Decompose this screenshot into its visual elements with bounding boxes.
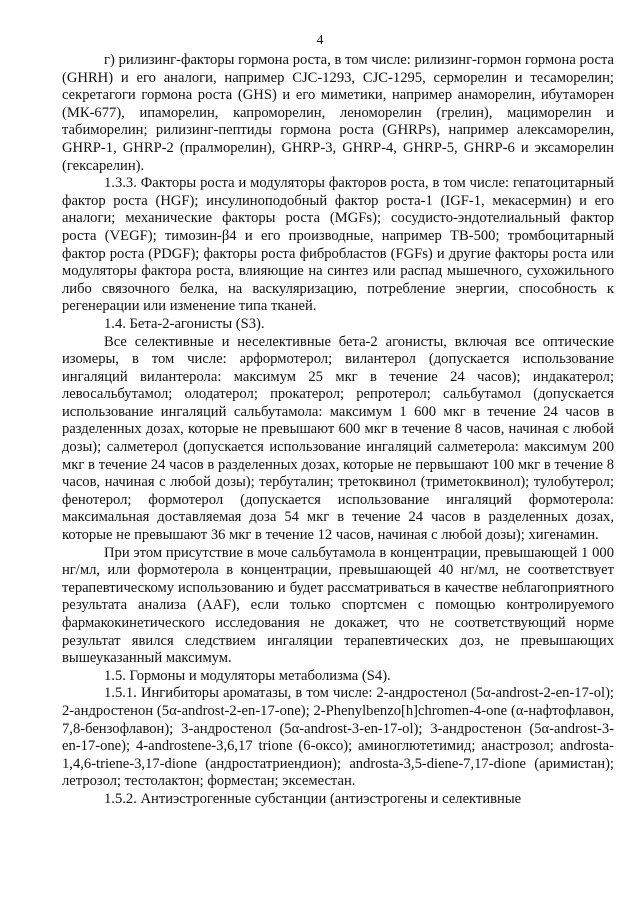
paragraph-aromatase-inhibitors: 1.5.1. Ингибиторы ароматазы, в том числе: 2-андростенол (5α-androst-2-en-17-ol); 2-андростенон (5α-androst-2-en-17-one); 2-Phenylbenzo[h]chromen-4-one (α-нафтофлавон, 7,8-бензофлавон); 3-андростенол (5α-androst-3-en-17-ol); 3-андростенон (5α-androst-3-en-17-one); 4-androstene-3,6,17 trione (6-оксо); аминоглютетимид; анастрозол; androsta-1,4,6-triene-3,17-dione (андростатриендион); androsta-3,5-diene-7,17-dione (аримистан); летрозол; тестолактон; форместан; эксеместан. bbox=[62, 685, 614, 790]
page-number: 4 bbox=[316, 33, 324, 48]
paragraph-antiestrogenic-substances: 1.5.2. Антиэстрогенные субстанции (антиэстрогены и селективные bbox=[104, 790, 522, 807]
document-body bbox=[62, 52, 614, 809]
section-heading-beta2-agonists: 1.4. Бета-2-агонисты (S3). bbox=[104, 315, 265, 332]
paragraph-growth-factors: 1.3.3. Факторы роста и модуляторы факторов роста, в том числе: гепатоцитарный фактор роста (HGF); инсулиноподобный фактор роста-1 (IGF-1, мекасермин) и его аналоги; механические факторы роста (MGFs); сосудисто-эндотелиальный фактор роста (VEGF); тимозин-β4 и его производные, например ТВ-500; тромбоцитарный фактор роста (PDGF); факторы роста фибробластов (FGFs) и другие факторы роста или модуляторы фактора роста, влияющие на синтез или распад мышечного, сухожильного либо связочного белка, на васкуляризацию, потребление энергии, способность к регенерации или изменение типа тканей. bbox=[62, 175, 614, 315]
paragraph-growth-hormone-releasing-factors: г) рилизинг-факторы гормона роста, в том числе: рилизинг-гормон гормона роста (GHRH) и его аналоги, например CJC-1293, CJC-1295, серморелин и тесаморелин; секретагоги гормона роста (GHS) и его миметики, например анаморелин, ибутаморен (МК-677), ипаморелин, капроморелин, леноморелин (грелин), мациморелин и табиморелин; рилизинг-пептиды гормона роста (GHRPs), например алексаморелин, GHRP-1, GHRP-2 (пралморелин), GHRP-3, GHRP-4, GHRP-5, GHRP-6 и эксаморелин (гексарелин). bbox=[62, 52, 614, 174]
paragraph-urine-concentration-note: При этом присутствие в моче сальбутамола в концентрации, превышающей 1 000 нг/мл, или формотерола в концентрации, превышающей 40 нг/мл, не соответствует терапевтическому использованию и будет рассматриваться в качестве неблагоприятного результата анализа (AAF), если только спортсмен с помощью контролируемого фармакокинетического исследования не докажет, что не соответствующий норме результат явился следствием ингаляции терапевтических доз, не превышающих вышеуказанный максимум. bbox=[62, 544, 614, 667]
section-heading-hormone-modulators: 1.5. Гормоны и модуляторы метаболизма (S4). bbox=[104, 667, 391, 684]
paragraph-beta2-agonists-list: Все селективные и неселективные бета-2 агонисты, включая все оптические изомеры, в том числе: арформотерол; вилантерол (допускается использование ингаляций вилантерола: максимум 25 мкг в течение 24 часов); индакатерол; левосальбутамол; олодатерол; прокатерол; репротерол; сальбутамол (допускается использование ингаляций сальбутамола: максимум 1 600 мкг в течение 24 часов в разделенных дозах, которые не превышают 600 мкг в течение 8 часов, начиная с любой дозы); салметерол (допускается использование ингаляций салметерола: максимум 200 мкг в течение 24 часов в разделенных дозах, которые не первышают 100 мкг в течение 8 часов, начиная с любой дозы); тербуталин; третоквинол (триметоквинол); тулобутерол; фенотерол; формотерол (допускается использование ингаляций формотерола: максимальная доставляемая доза 54 мкг в течение 24 часов в разделенных дозах, которые не превышают 36 мкг в течение 12 часов, начиная с любой дозы); хигенамин. bbox=[62, 333, 614, 544]
